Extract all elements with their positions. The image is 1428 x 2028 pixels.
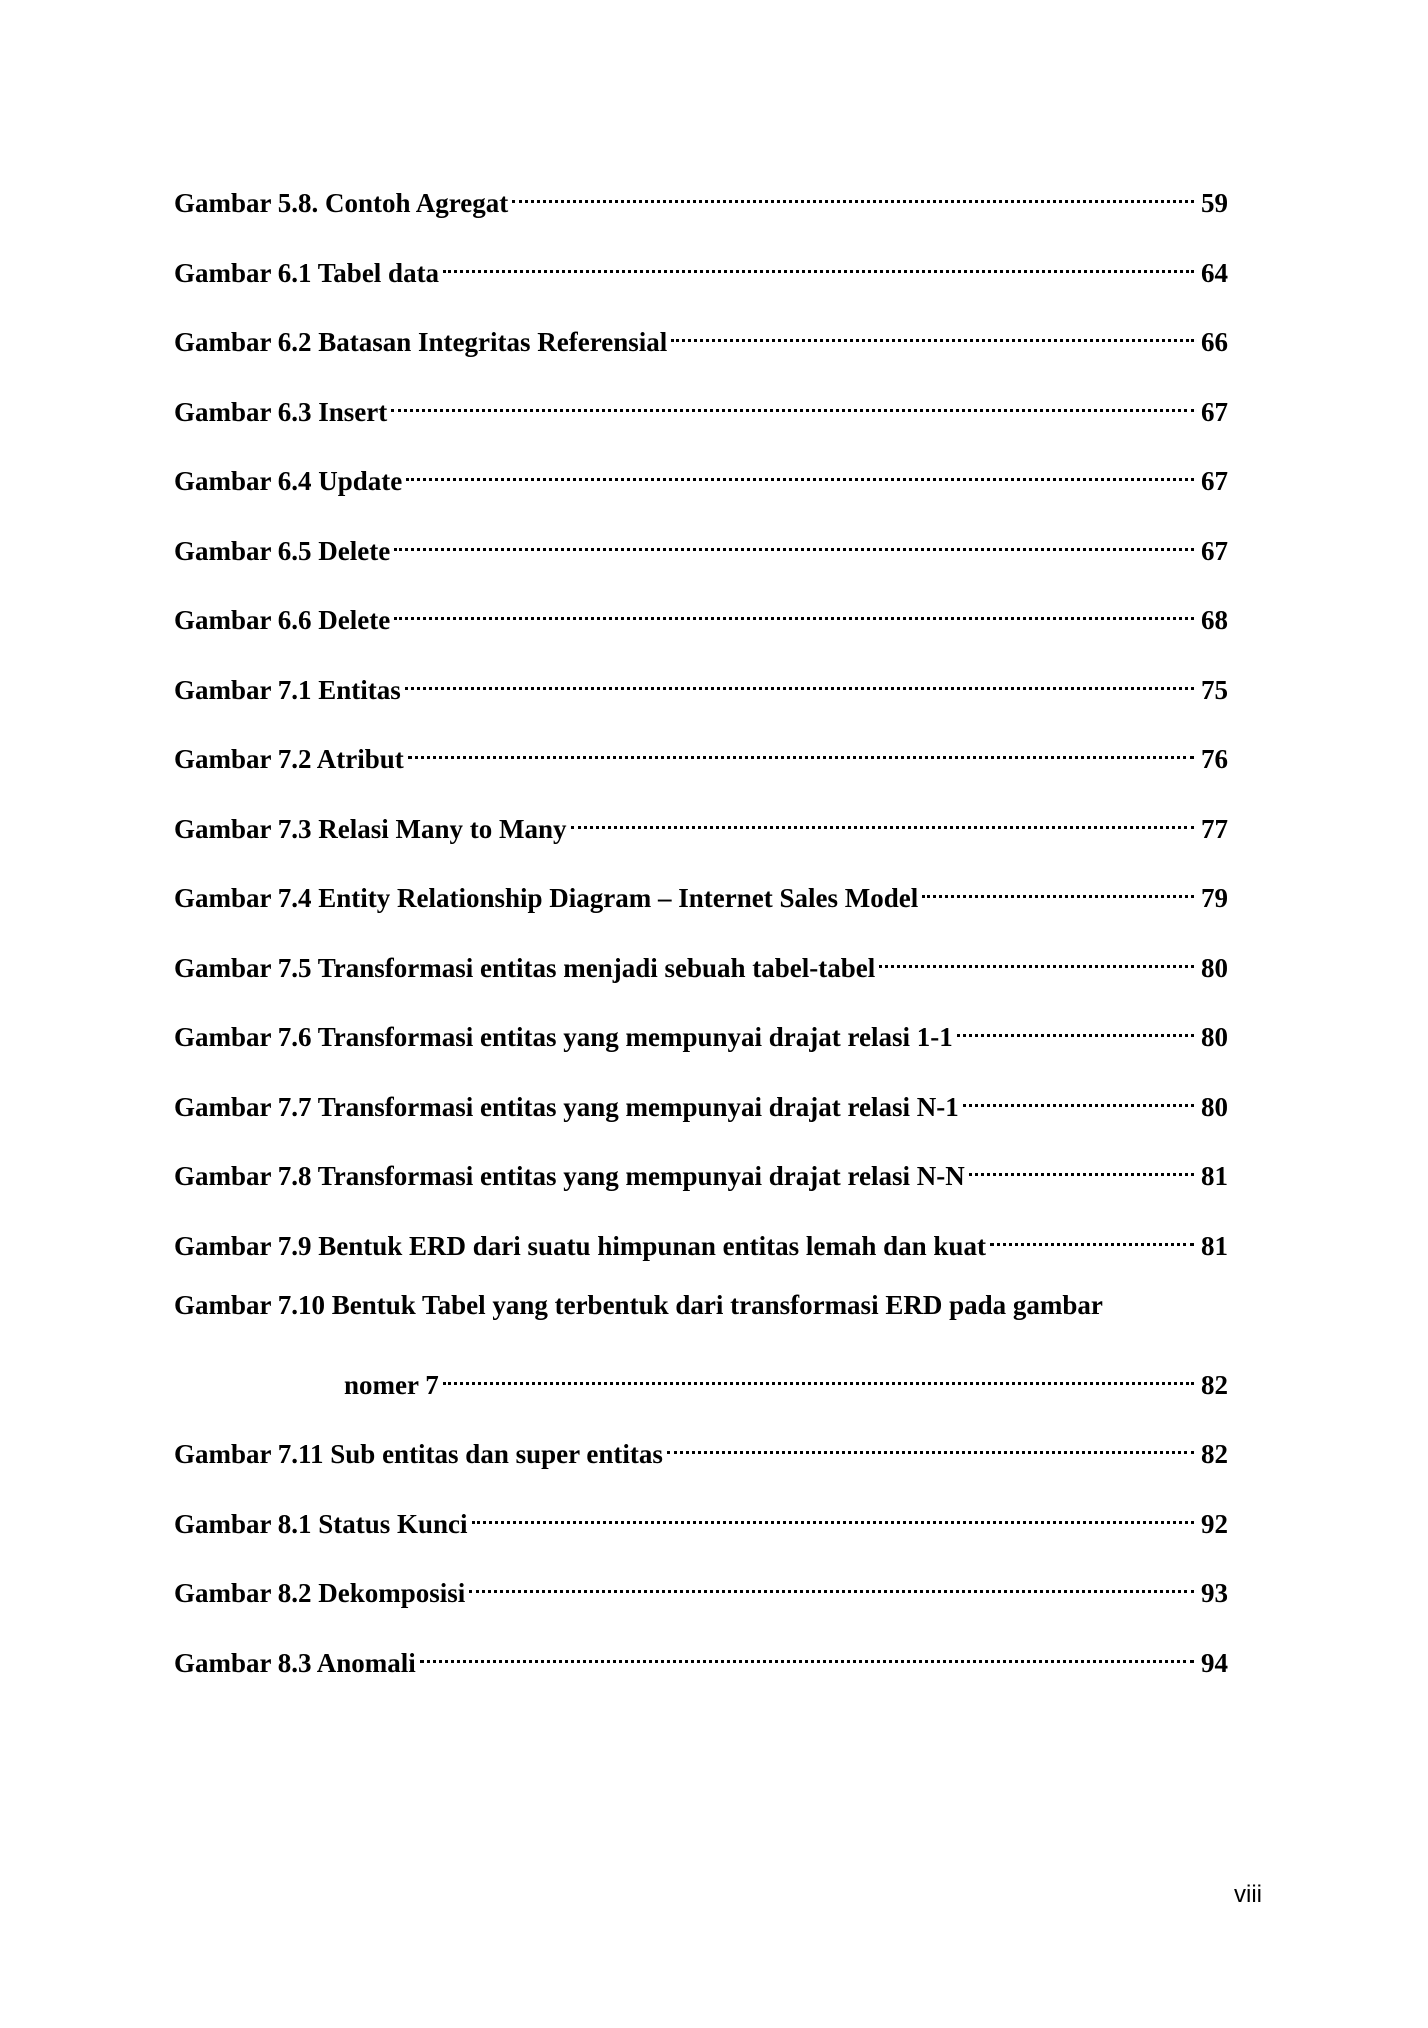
toc-entry-label: Gambar 7.3 Relasi Many to Many xyxy=(174,813,567,844)
toc-entry xyxy=(174,522,1228,592)
toc-entry xyxy=(174,1008,1228,1078)
toc-entry-label: Gambar 7.6 Transformasi entitas yang mempunyai drajat relasi 1-1 xyxy=(174,1022,953,1052)
toc-entry-page: 82 xyxy=(1201,1369,1228,1400)
toc-entry-continuation-label: nomer 7 xyxy=(344,1369,439,1400)
toc-entry-label: Gambar 8.2 Dekomposisi xyxy=(174,1578,466,1608)
toc-entry-label: Gambar 5.8. Contoh Agregat xyxy=(174,188,509,218)
toc-entry-page: 67 xyxy=(1201,535,1228,566)
toc-entry-label: Gambar 7.8 Transformasi entitas yang mempunyai drajat relasi N-N xyxy=(174,1161,965,1191)
toc-entry-page: 76 xyxy=(1201,744,1228,774)
toc-entry-page: 80 xyxy=(1201,1091,1228,1122)
dot-leader xyxy=(671,313,1194,351)
toc-entry-page: 75 xyxy=(1201,674,1228,705)
toc-entry-label: Gambar 6.6 Delete xyxy=(174,605,391,635)
toc-entry-page: 77 xyxy=(1201,813,1228,844)
toc-entry-page: 79 xyxy=(1201,883,1228,913)
toc-entry-label: Gambar 6.5 Delete xyxy=(174,535,391,566)
dot-leader xyxy=(957,1008,1194,1046)
dot-leader xyxy=(406,452,1194,490)
toc-entry-label: Gambar 8.3 Anomali xyxy=(174,1647,416,1678)
dot-leader xyxy=(990,1217,1194,1255)
toc-entry xyxy=(174,1078,1228,1148)
dot-leader xyxy=(408,730,1194,768)
toc-entry-label: Gambar 7.5 Transformasi entitas menjadi sebuah tabel-tabel xyxy=(174,952,876,983)
toc-entry-page: 80 xyxy=(1201,952,1228,983)
toc-entry xyxy=(174,730,1228,800)
toc-entry xyxy=(174,1147,1228,1217)
dot-leader xyxy=(405,661,1194,699)
toc-entry xyxy=(174,1217,1228,1287)
dot-leader xyxy=(472,1495,1194,1533)
toc-entry xyxy=(174,591,1228,661)
toc-entry-label: Gambar 7.7 Transformasi entitas yang mempunyai drajat relasi N-1 xyxy=(174,1091,959,1122)
toc-entry xyxy=(174,1495,1228,1565)
toc-entry-label: Gambar 7.2 Atribut xyxy=(174,744,404,774)
toc-entry xyxy=(174,800,1228,870)
toc-entry-label: Gambar 7.10 Bentuk Tabel yang terbentuk dari transformasi ERD pada gambar xyxy=(174,1290,1103,1320)
dot-leader xyxy=(512,174,1194,212)
toc-entry-page: 94 xyxy=(1201,1647,1228,1678)
toc-entry xyxy=(174,1564,1228,1634)
toc-entry-page: 81 xyxy=(1201,1230,1228,1261)
dot-leader xyxy=(394,591,1194,629)
dot-leader xyxy=(394,522,1194,560)
dot-leader xyxy=(969,1147,1194,1185)
dot-leader xyxy=(879,939,1194,977)
page-number: viii xyxy=(1234,1881,1262,1908)
toc-entry-label: Gambar 7.4 Entity Relationship Diagram – Internet Sales Model xyxy=(174,883,919,913)
toc-entry-label: Gambar 6.4 Update xyxy=(174,466,403,496)
toc-entry-page: 92 xyxy=(1201,1508,1228,1539)
toc-entry xyxy=(174,313,1228,383)
toc-entry-page: 80 xyxy=(1201,1022,1228,1052)
toc-entry xyxy=(174,244,1228,314)
toc-entry xyxy=(174,1425,1228,1495)
toc-entry xyxy=(174,939,1228,1009)
toc-entry-label: Gambar 7.9 Bentuk ERD dari suatu himpunan entitas lemah dan kuat xyxy=(174,1230,986,1261)
list-of-figures xyxy=(174,174,1228,1703)
dot-leader xyxy=(667,1425,1194,1463)
toc-entry-continuation xyxy=(174,1356,1228,1426)
toc-entry xyxy=(174,174,1228,244)
dot-leader xyxy=(571,800,1195,838)
toc-entry-label: Gambar 8.1 Status Kunci xyxy=(174,1508,468,1539)
toc-entry-page: 93 xyxy=(1201,1578,1228,1608)
dot-leader xyxy=(443,244,1194,282)
toc-entry xyxy=(174,661,1228,731)
dot-leader xyxy=(922,869,1194,907)
toc-entry-label: Gambar 7.1 Entitas xyxy=(174,674,401,705)
toc-entry-page: 82 xyxy=(1201,1439,1228,1469)
dot-leader xyxy=(420,1634,1194,1672)
dot-leader xyxy=(391,383,1194,421)
toc-entry-page: 67 xyxy=(1201,466,1228,496)
toc-entry-label: Gambar 7.11 Sub entitas dan super entitas xyxy=(174,1439,663,1469)
toc-entry-label: Gambar 6.2 Batasan Integritas Referensial xyxy=(174,327,668,357)
toc-entry-page: 66 xyxy=(1201,327,1228,357)
toc-entry xyxy=(174,452,1228,522)
dot-leader xyxy=(469,1564,1194,1602)
toc-entry-page: 67 xyxy=(1201,396,1228,427)
toc-entry xyxy=(174,869,1228,939)
toc-entry-label: Gambar 6.3 Insert xyxy=(174,396,388,427)
toc-entry-page: 64 xyxy=(1201,257,1228,288)
toc-entry xyxy=(174,1634,1228,1704)
toc-entry-label: Gambar 6.1 Tabel data xyxy=(174,257,440,288)
toc-entry-page: 81 xyxy=(1201,1161,1228,1191)
toc-entry xyxy=(174,1286,1228,1356)
dot-leader xyxy=(963,1078,1194,1116)
toc-entry xyxy=(174,383,1228,453)
toc-entry-page: 59 xyxy=(1201,188,1228,218)
dot-leader xyxy=(443,1356,1194,1394)
toc-entry-page: 68 xyxy=(1201,605,1228,635)
